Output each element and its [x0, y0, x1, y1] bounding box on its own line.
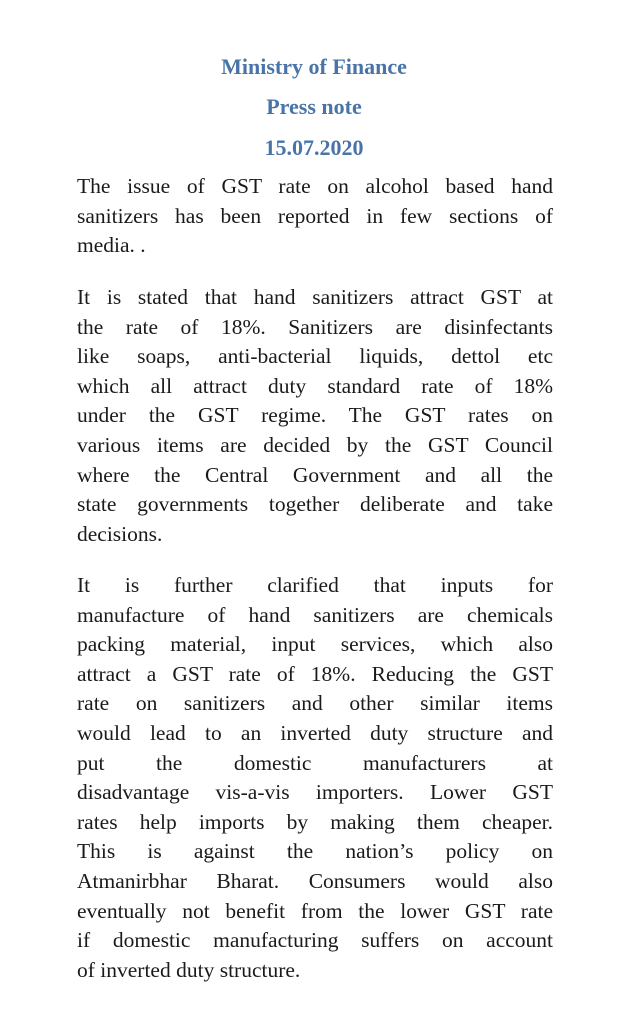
paragraph-line: sanitizers has been reported in few sections of: [77, 203, 553, 228]
ministry-name: Ministry of Finance: [221, 54, 407, 79]
paragraph-line: state governments together deliberate and take: [77, 492, 553, 517]
paragraph-line: which all attract duty standard rate of 18%: [77, 373, 553, 398]
paragraph-line: like soaps, anti-bacterial liquids, dettol etc: [77, 344, 553, 369]
paragraph-line: disadvantage vis-a-vis importers. Lower GST: [77, 780, 553, 805]
paragraph-line: decisions.: [77, 521, 163, 546]
paragraph-2: [77, 283, 553, 549]
paragraph-line: attract a GST rate of 18%. Reducing the GST: [77, 661, 553, 686]
paragraph-line: The issue of GST rate on alcohol based hand: [77, 174, 553, 198]
paragraph-line: if domestic manufacturing suffers on account: [77, 928, 553, 953]
paragraph-line: It is stated that hand sanitizers attract GST at: [77, 285, 553, 309]
paragraph-line: This is against the nation’s policy on: [77, 839, 553, 864]
paragraph-line: Atmanirbhar Bharat. Consumers would also: [77, 868, 553, 893]
paragraph-line: It is further clarified that inputs for: [77, 573, 553, 597]
paragraph-line: would lead to an inverted duty structure and: [77, 720, 553, 745]
paragraph-line: rate on sanitizers and other similar items: [77, 691, 553, 716]
paragraph-3: [77, 571, 553, 985]
document-date: 15.07.2020: [264, 135, 364, 160]
paragraph-line: the rate of 18%. Sanitizers are disinfectants: [77, 314, 553, 339]
document-title: Press note: [266, 94, 362, 119]
paragraph-line: rates help imports by making them cheaper.: [77, 809, 553, 834]
paragraph-line: various items are decided by the GST Council: [77, 432, 553, 457]
paragraph-line: where the Central Government and all the: [77, 462, 553, 487]
paragraph-line: packing material, input services, which also: [77, 632, 553, 657]
paragraph-1: [77, 172, 553, 261]
paragraph-line: media. .: [77, 233, 146, 258]
paragraph-line: under the GST regime. The GST rates on: [77, 403, 553, 428]
paragraph-line: manufacture of hand sanitizers are chemicals: [77, 602, 553, 627]
paragraph-line: eventually not benefit from the lower GST rate: [77, 898, 553, 923]
paragraph-line: of inverted duty structure.: [77, 957, 301, 982]
paragraph-line: put the domestic manufacturers at: [77, 750, 553, 775]
